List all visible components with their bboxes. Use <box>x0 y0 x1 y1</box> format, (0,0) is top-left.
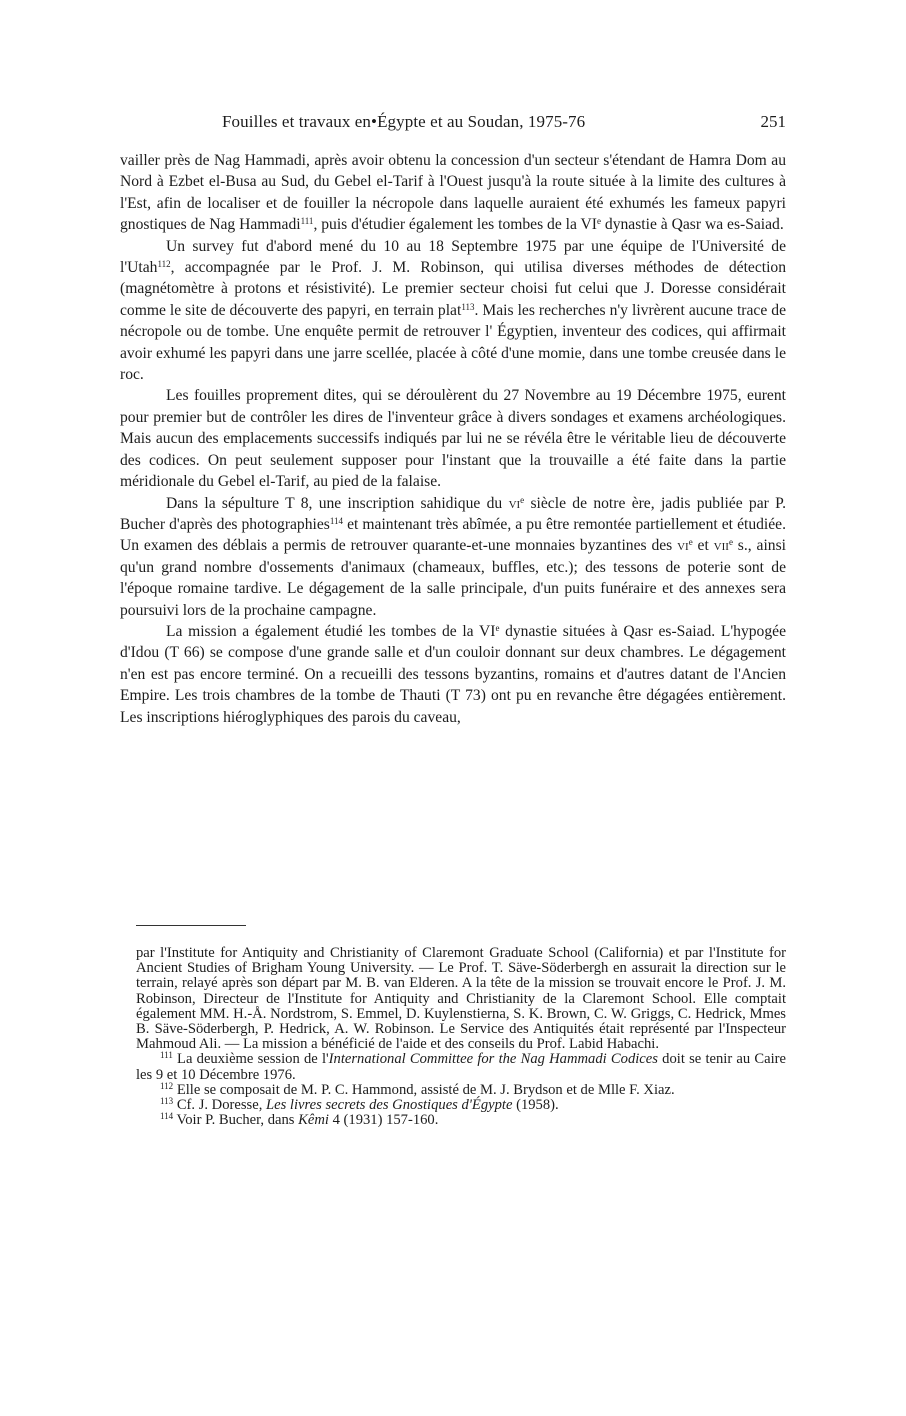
text-run: Elle se composait de M. P. C. Hammond, assisté de M. J. Brydson et de Mlle F. Xiaz. <box>173 1081 675 1098</box>
text-run: 4 (1931) 157-160. <box>328 1112 439 1129</box>
text-run: siècle de notre ère, jadis publiée par P. Bucher d'après des photographies <box>120 494 787 533</box>
text-run: doit se tenir au Caire les 9 et 10 Décembre 1976. <box>136 1051 786 1083</box>
superscript: e <box>520 494 525 505</box>
footnote-number: 111 <box>160 1050 173 1061</box>
roman-numeral: vi <box>677 537 689 555</box>
italic-title: International Committee for the Nag Hammadi Codices <box>328 1051 658 1068</box>
paragraph: Les fouilles proprement dites, qui se déroulèrent du 27 Novembre au 19 Décembre 1975, eurent pour premier but de contrôler les dires de l'inventeur grâce à divers sondages et examens archéologiques. Mais aucun des emplacements successifs indiqués par lui ne se révéla être le véritable lieu de découverte des codices. On peut seulement supposer pour l'instant que la trouvaille a été faite dans la partie méridionale du Gebel el-Tarif, au pied de la falaise. <box>120 387 786 491</box>
footnote-114 <box>136 1113 786 1128</box>
text-run: La mission a également étudié les tombes de la VI <box>166 622 496 640</box>
footnote-112 <box>136 1080 786 1098</box>
text-run: Cf. J. Doresse, <box>173 1097 266 1114</box>
superscript: e <box>597 216 602 227</box>
text-run: Un survey fut d'abord mené du 10 au 18 Septembre 1975 par une équipe de l'Université de l'Utah <box>120 237 786 277</box>
footnote-ref: 112 <box>157 259 171 270</box>
paragraph <box>120 621 786 728</box>
text-run: et <box>692 537 714 555</box>
footnote-ref: 111 <box>300 216 314 227</box>
text-run: (1958). <box>512 1097 559 1114</box>
italic-title: Kêmi <box>298 1112 329 1129</box>
text-run: s., ainsi qu'un grand nombre d'ossements d'animaux (chameaux, buffles, etc.); des tessons de poterie sont de l'époque romaine tardive. Le dégagement de la salle principale, d'un puits funéraire et des annexes sera poursuivi lors de la prochaine campagne. <box>120 537 786 619</box>
superscript: e <box>495 622 500 633</box>
text-run: Dans la sépulture T 8, une inscription sahidique du <box>166 494 509 512</box>
italic-title: Les livres secrets des Gnostiques d'Égypte <box>266 1097 513 1114</box>
footnote-ref: 114 <box>329 515 344 526</box>
footnote-number: 114 <box>160 1111 174 1122</box>
paragraph <box>120 493 786 621</box>
roman-numeral: vii <box>713 537 729 555</box>
page-number: 251 <box>760 112 786 131</box>
text-run: , accompagnée par le Prof. J. M. Robinson, qui utilisa diverses méthodes de détection (magnétomètre à protons et résistivité). Le premier secteur choisi fut celui que J. Doresse considérait comme le site de découverte des papyri, en terrain plat <box>120 259 786 319</box>
running-header <box>120 112 786 136</box>
superscript: e <box>688 537 693 548</box>
text-run: vailler près de Nag Hammadi, après avoir obtenu la concession d'un secteur s'étendant de Hamra Dom au Nord à Ezbet el-Busa au Sud, du Gebel el-Tarif à l'Ouest jusqu'à la route située à la limite des cultures à l'Est, afin de localiser et de fouiller la nécropole dans laquelle auraient été exhumés les fameux papyri gnostiques de Nag Hammadi <box>120 152 786 234</box>
running-title: Fouilles et travaux en•Égypte et au Soudan, 1975-76 <box>222 112 586 131</box>
text-run: dynastie à Qasr wa es-Saiad. <box>601 216 784 234</box>
paragraph <box>120 236 786 386</box>
roman-numeral: vi <box>508 494 521 512</box>
footnote-number: 113 <box>160 1096 174 1107</box>
footnote-ref: 113 <box>461 301 475 312</box>
text-run: dynastie situées à Qasr es-Saiad. L'hypogée d'Idou (T 66) se compose d'une grande salle et d'un couloir donnant sur deux chambres. Le dégagement n'en est pas encore terminé. On a recueilli des tessons byzantins, romains et d'autres datant de l'Ancien Empire. Les trois chambres de la tombe de Thauti (T 73) ont pu en revanche être dégagées entièrement. Les inscriptions hiéroglyphiques des parois du caveau, <box>120 622 786 726</box>
footnote-divider <box>136 925 246 926</box>
text-run: et maintenant très abîmée, a pu être remontée partiellement et étudiée. Un examen des déblais a permis de retrouver quarante-et-une monnaies byzantines des <box>120 515 786 555</box>
paragraph <box>120 150 786 236</box>
text-run: , puis d'étudier également les tombes de la VI <box>313 216 598 234</box>
main-text <box>120 150 786 728</box>
text-run: Voir P. Bucher, dans <box>173 1112 299 1129</box>
text-run: La deuxième session de l' <box>172 1051 329 1068</box>
footnotes <box>136 946 786 1128</box>
text-run: . Mais les recherches n'y livrèrent aucune trace de nécropole ou de tombe. Une enquête permit de retrouver l' Égyptien, inventeur des codices, qui affirmait avoir exhumé les papyri dans une jarre scellée, placée à côté d'une momie, dans une tombe creusée dans le roc. <box>120 301 786 384</box>
footnote-113 <box>136 1098 786 1113</box>
superscript: e <box>728 537 733 548</box>
footnote-continuation: par l'Institute for Antiquity and Christianity of Claremont Graduate School (California) et par l'Institute for Ancient Studies of Brigham Young University. — Le Prof. T. Säve-Söderbergh en assurait la direction sur le terrain, relayé après son départ par M. B. van Elderen. A la tête de la mission se trouvait encore le Prof. J. M. Robinson, Directeur de l'Institute for Antiquity and Christianity de la Claremont School. Elle comptait également MM. H.-Å. Nordstrom, S. Emmel, D. Kuylenstierna, S. K. Brown, C. W. Griggs, C. Hedrick, Mmes B. Säve-Söderbergh, P. Hedrick, A. W. Robinson. Le Service des Antiquités était représenté par l'Inspecteur Mahmoud Ali. — La mission a bénéficié de l'aide et des conseils du Prof. Labid Habachi. <box>136 945 786 1053</box>
footnote-number: 112 <box>160 1080 174 1091</box>
footnote-111 <box>136 1052 786 1082</box>
